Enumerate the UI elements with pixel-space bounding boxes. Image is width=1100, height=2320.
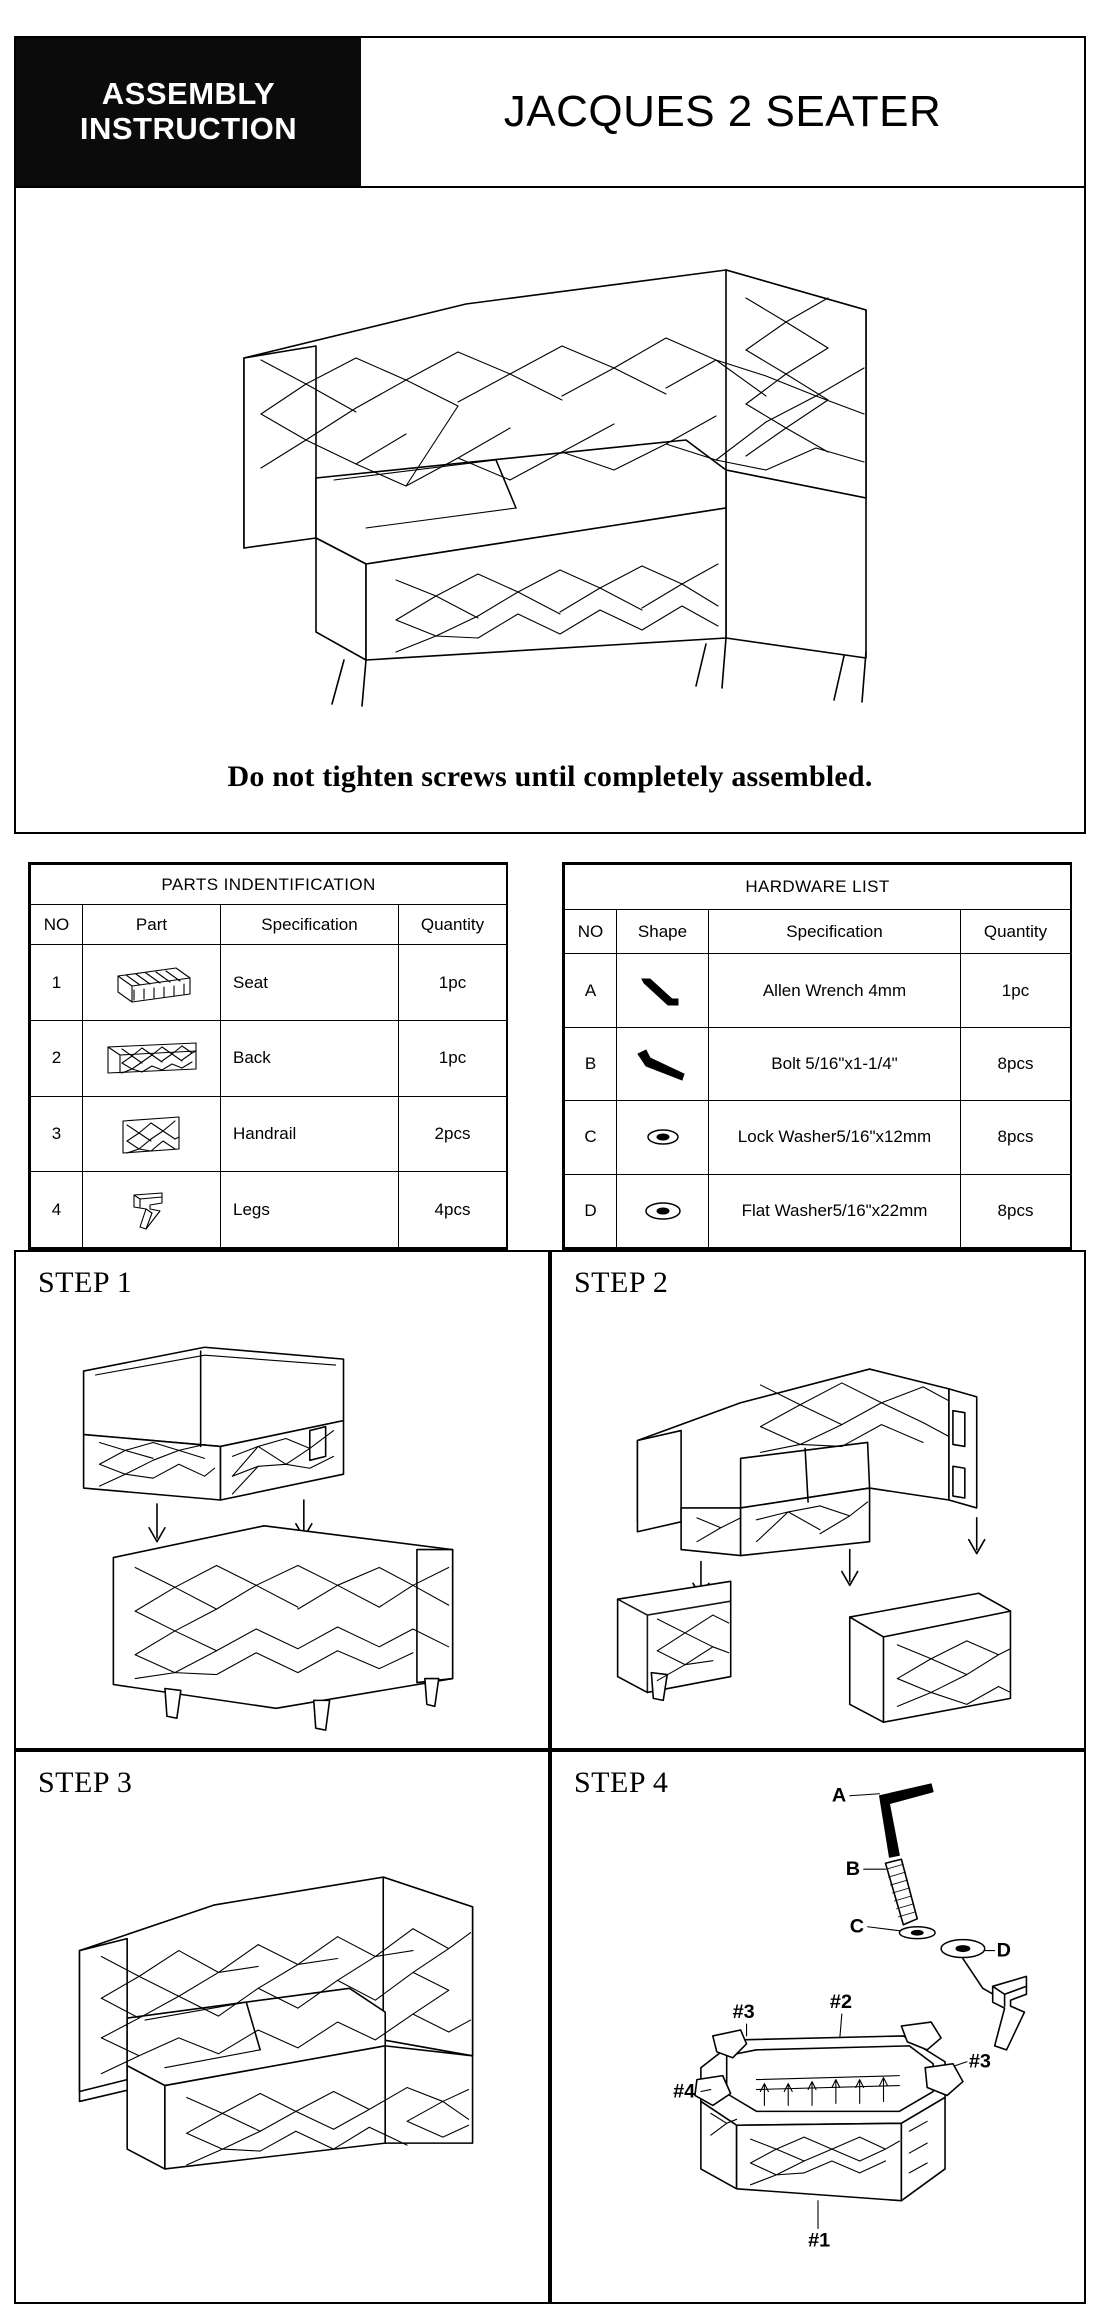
hero-caption: Do not tighten screws until completely assembled. xyxy=(227,760,873,793)
step-4-panel xyxy=(550,1750,1086,2304)
hw-col-shape: Shape xyxy=(617,909,709,954)
parts-row-4-qty: 4pcs xyxy=(399,1172,507,1248)
page-title: JACQUES 2 SEATER xyxy=(503,87,942,136)
step-2-panel xyxy=(550,1250,1086,1750)
hw-row-a-spec: Allen Wrench 4mm xyxy=(709,954,961,1027)
parts-row-2-spec: Back xyxy=(221,1021,399,1097)
table-row xyxy=(31,1021,507,1097)
step-3-label: STEP 3 xyxy=(38,1766,133,1799)
callout-part3-left: #3 xyxy=(732,2001,755,2024)
allen-wrench-icon xyxy=(617,954,709,1027)
parts-row-3-spec: Handrail xyxy=(221,1096,399,1172)
table-row xyxy=(31,945,507,1021)
hw-row-b-qty: 8pcs xyxy=(961,1027,1071,1100)
hardware-table-title: HARDWARE LIST xyxy=(565,865,1071,910)
step-1-label: STEP 1 xyxy=(38,1266,133,1299)
hardware-list-table xyxy=(562,862,1072,1250)
table-row xyxy=(31,1096,507,1172)
flat-washer-icon xyxy=(617,1174,709,1247)
parts-col-no: NO xyxy=(31,905,83,945)
step4-attach-legs-illustration xyxy=(552,1752,1084,2302)
hw-row-b-spec: Bolt 5/16"x1-1/4" xyxy=(709,1027,961,1100)
hw-row-d-qty: 8pcs xyxy=(961,1174,1071,1247)
hw-col-spec: Specification xyxy=(709,909,961,954)
parts-identification-table xyxy=(28,862,508,1250)
step1-seat-onto-back-illustration xyxy=(16,1252,548,1748)
callout-a: A xyxy=(831,1784,847,1807)
parts-row-1-no: 1 xyxy=(31,945,83,1021)
badge-line-2: INSTRUCTION xyxy=(79,111,298,146)
parts-row-1-spec: Seat xyxy=(221,945,399,1021)
callout-part4: #4 xyxy=(673,2080,696,2103)
hw-col-no: NO xyxy=(565,909,617,954)
parts-row-1-qty: 1pc xyxy=(399,945,507,1021)
back-panel-icon xyxy=(83,1021,221,1097)
callout-d: D xyxy=(996,1939,1012,1962)
table-row xyxy=(565,1101,1071,1174)
leg-icon xyxy=(83,1172,221,1248)
header xyxy=(14,36,1086,188)
hw-row-d-spec: Flat Washer5/16"x22mm xyxy=(709,1174,961,1247)
parts-row-4-spec: Legs xyxy=(221,1172,399,1248)
hw-row-c-no: C xyxy=(565,1101,617,1174)
hw-row-a-qty: 1pc xyxy=(961,954,1071,1027)
assembly-instruction-badge xyxy=(16,38,361,186)
parts-col-qty: Quantity xyxy=(399,905,507,945)
callout-part1: #1 xyxy=(808,2229,831,2252)
lock-washer-icon xyxy=(617,1101,709,1174)
parts-row-3-no: 3 xyxy=(31,1096,83,1172)
step3-assembled-sofa-illustration xyxy=(16,1752,548,2302)
step-1-panel xyxy=(14,1250,550,1750)
hw-row-a-no: A xyxy=(565,954,617,1027)
step2-attach-handrails-illustration xyxy=(552,1252,1084,1748)
table-row xyxy=(565,1027,1071,1100)
parts-col-part: Part xyxy=(83,905,221,945)
seat-cushion-icon xyxy=(83,945,221,1021)
hw-row-d-no: D xyxy=(565,1174,617,1247)
step-4-label: STEP 4 xyxy=(574,1766,669,1799)
callout-b: B xyxy=(845,1858,861,1881)
callout-part3-right: #3 xyxy=(968,2050,991,2073)
parts-row-2-no: 2 xyxy=(31,1021,83,1097)
hero-panel xyxy=(14,188,1086,834)
handrail-icon xyxy=(83,1096,221,1172)
table-row xyxy=(31,1172,507,1248)
hw-row-c-spec: Lock Washer5/16"x12mm xyxy=(709,1101,961,1174)
hw-row-b-no: B xyxy=(565,1027,617,1100)
hw-row-c-qty: 8pcs xyxy=(961,1101,1071,1174)
steps-region xyxy=(14,1250,1086,2304)
sofa-assembled-illustration xyxy=(166,208,956,708)
callout-part2: #2 xyxy=(829,1991,852,2014)
step-3-panel xyxy=(14,1750,550,2304)
parts-row-2-qty: 1pc xyxy=(399,1021,507,1097)
parts-col-spec: Specification xyxy=(221,905,399,945)
parts-row-4-no: 4 xyxy=(31,1172,83,1248)
table-row xyxy=(565,954,1071,1027)
bolt-icon xyxy=(617,1027,709,1100)
step-2-label: STEP 2 xyxy=(574,1266,669,1299)
hw-col-qty: Quantity xyxy=(961,909,1071,954)
callout-c: C xyxy=(849,1915,865,1938)
parts-table-title: PARTS INDENTIFICATION xyxy=(31,865,507,905)
badge-line-1: ASSEMBLY xyxy=(101,76,276,112)
parts-row-3-qty: 2pcs xyxy=(399,1096,507,1172)
tables-region xyxy=(14,862,1086,1250)
table-row xyxy=(565,1174,1071,1247)
